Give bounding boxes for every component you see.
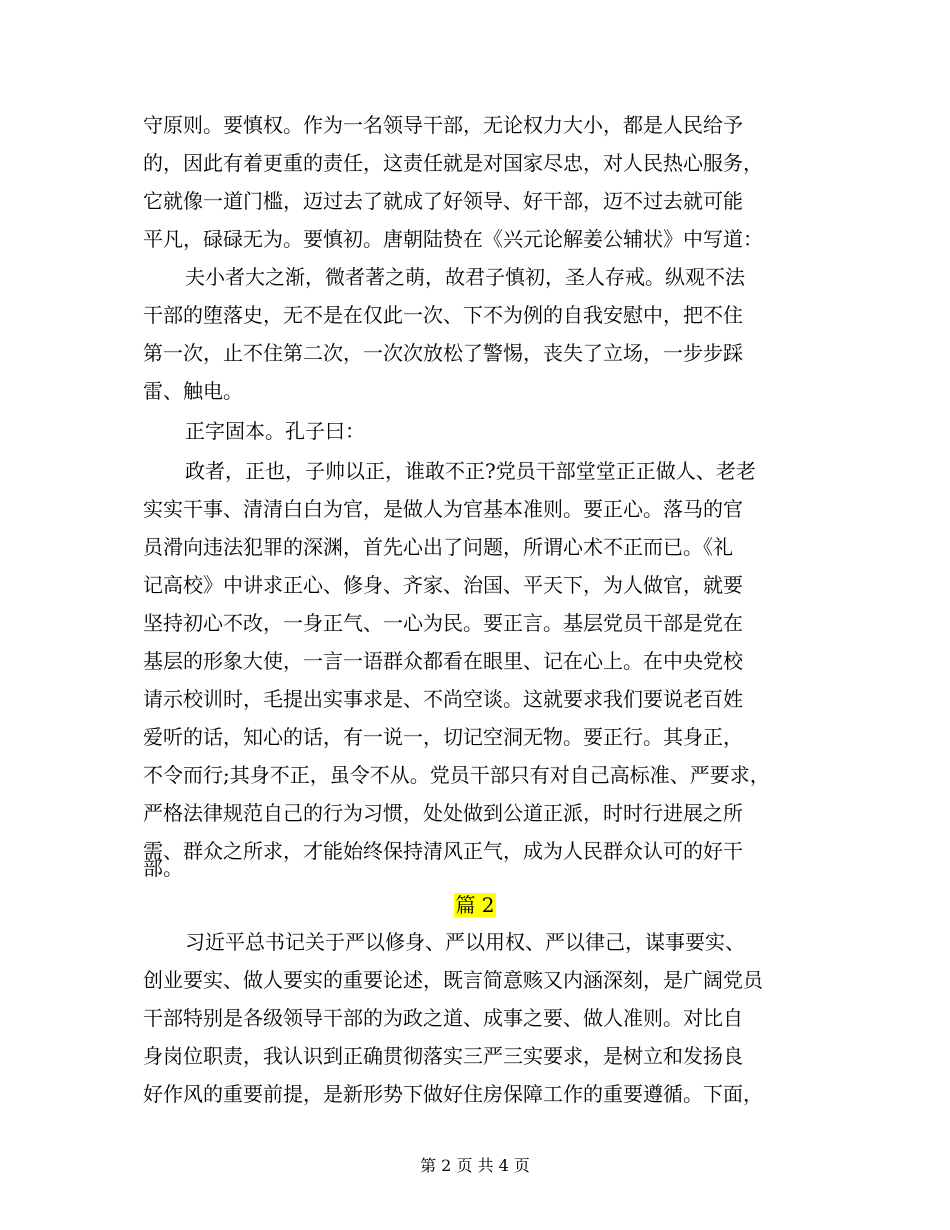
body-text-line: 爱听的话，知心的话，有一说一，切记空洞无物。要正行。其身正， <box>143 725 743 749</box>
body-text-line: 它就像一道门槛，迈过去了就成了好领导、好干部，迈不过去就可能 <box>143 189 743 213</box>
body-text-line: 身岗位职责，我认识到正确贯彻落实三严三实要求，是树立和发扬良 <box>143 1044 743 1068</box>
page-number: 第 2 页 共 4 页 <box>420 1156 530 1175</box>
body-text-line: 创业要实、做人要实的重要论述，既言简意赅又内涵深刻，是广阔党员 <box>143 968 763 992</box>
body-text-line: 正字固本。孔子曰： <box>185 419 365 443</box>
body-text-line: 基层的形象大使，一言一语群众都看在眼里、记在心上。在中央党校 <box>143 649 743 673</box>
body-text-line: 需、群众之所求，才能始终保持清风正气，成为人民群众认可的好干 <box>143 839 743 863</box>
body-text-line: 请示校训时，毛提出实事求是、不尚空谈。这就要求我们要说老百姓 <box>143 687 743 711</box>
body-text-line: 坚持初心不改，一身正气、一心为民。要正言。基层党员干部是党在 <box>143 611 743 635</box>
body-text-line: 雷、触电。 <box>143 379 243 403</box>
body-text-line: 部。 <box>143 856 183 880</box>
body-text-line: 不令而行;其身不正，虽令不从。党员干部只有对自己高标准、严要求， <box>143 763 770 787</box>
body-text-line: 干部的堕落史，无不是在仅此一次、下不为例的自我安慰中，把不住 <box>143 303 743 327</box>
section-heading <box>0 893 950 917</box>
body-text-line: 习近平总书记关于严以修身、严以用权、严以律己，谋事要实、 <box>185 930 745 954</box>
body-text-line: 守原则。要慎权。作为一名领导干部，无论权力大小，都是人民给予 <box>143 113 743 137</box>
body-text-line: 记高校》中讲求正心、修身、齐家、治国、平天下，为人做官，就要 <box>143 573 743 597</box>
page-footer <box>0 1156 950 1176</box>
body-text-line: 干部特别是各级领导干部的为政之道、成事之要、做人准则。对比自 <box>143 1006 743 1030</box>
body-text-line: 的，因此有着更重的责任，这责任就是对国家尽忠，对人民热心服务， <box>143 151 763 175</box>
body-text-line: 第一次，止不住第二次，一次次放松了警惕，丧失了立场，一步步踩 <box>143 341 743 365</box>
section-heading-text: 篇 2 <box>455 893 495 917</box>
body-text-line: 政者，正也，子帅以正，谁敢不正?党员干部堂堂正正做人、老老 <box>185 459 756 483</box>
body-text-line: 严格法律规范自己的行为习惯，处处做到公道正派，时时行进展之所 <box>143 801 743 825</box>
body-text-line: 夫小者大之渐，微者著之萌，故君子慎初，圣人存戒。纵观不法 <box>185 265 745 289</box>
body-text-line: 员滑向违法犯罪的深渊，首先心出了问题，所谓心术不正而已。《礼 <box>143 535 733 559</box>
body-text-line: 实实干事、清清白白为官，是做人为官基本准则。要正心。落马的官 <box>143 497 743 521</box>
body-text-line: 好作风的重要前提，是新形势下做好住房保障工作的重要遵循。下面， <box>143 1082 763 1106</box>
body-text-line: 平凡，碌碌无为。要慎初。唐朝陆贽在《兴元论解姜公辅状》中写道： <box>143 227 763 251</box>
